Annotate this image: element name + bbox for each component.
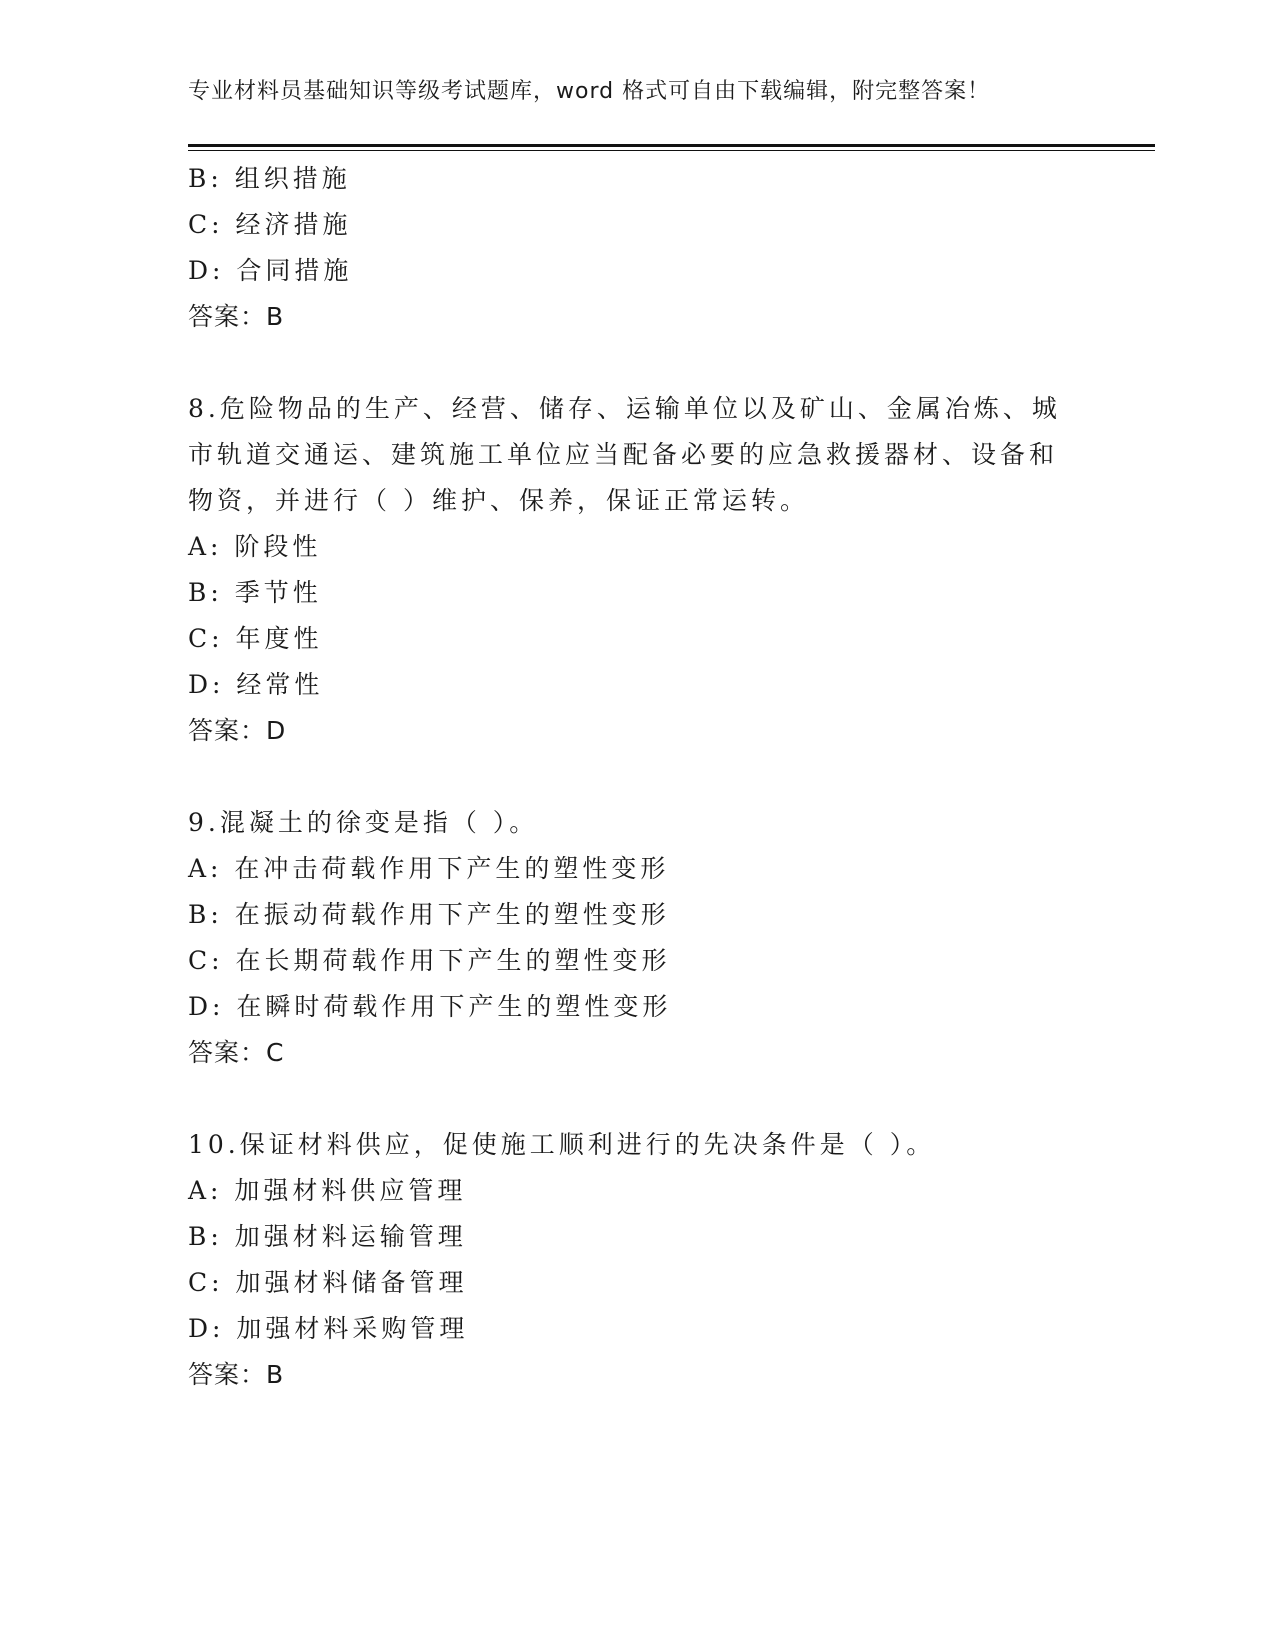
question-text-line: 8.危险物品的生产、经营、储存、运输单位以及矿山、金属冶炼、城: [188, 394, 1061, 423]
option-d: D: 在瞬时荷载作用下产生的塑性变形: [188, 992, 672, 1021]
answer: 答案：B: [188, 302, 285, 331]
option-c: C: 加强材料储备管理: [188, 1268, 468, 1297]
question-text-line: 市轨道交通运、建筑施工单位应当配备必要的应急救援器材、设备和: [188, 440, 1059, 469]
question-list: [188, 156, 1088, 1398]
option-a: A: 在冲击荷载作用下产生的塑性变形: [188, 854, 670, 883]
question-text-line: 物资，并进行（ ）维护、保养，保证正常运转。: [188, 486, 809, 515]
option-c: C: 经济措施: [188, 210, 352, 239]
option-b: B: 在振动荷载作用下产生的塑性变形: [188, 900, 670, 929]
answer: 答案：C: [188, 1038, 285, 1067]
option-d: D: 合同措施: [188, 256, 353, 285]
option-d: D: 加强材料采购管理: [188, 1314, 469, 1343]
option-b: B: 季节性: [188, 578, 322, 607]
page-header: 专业材料员基础知识等级考试题库，word 格式可自由下载编辑，附完整答案！: [188, 79, 991, 104]
header-rule-thick: [188, 144, 1155, 147]
question-7: [188, 156, 1088, 340]
question-text-line: 9.混凝土的徐变是指（ ）。: [188, 808, 539, 837]
spacer: [188, 340, 1088, 386]
question-8: [188, 386, 1088, 754]
header-rule-thin: [188, 150, 1155, 151]
question-9: [188, 800, 1088, 1076]
spacer: [188, 1076, 1088, 1122]
answer: 答案：B: [188, 1360, 285, 1389]
option-c: C: 在长期荷载作用下产生的塑性变形: [188, 946, 671, 975]
option-b: B: 组织措施: [188, 164, 351, 193]
option-c: C: 年度性: [188, 624, 323, 653]
option-b: B: 加强材料运输管理: [188, 1222, 467, 1251]
question-10: [188, 1122, 1088, 1398]
spacer: [188, 754, 1088, 800]
question-text-line: 10.保证材料供应，促使施工顺利进行的先决条件是（ ）。: [188, 1130, 936, 1159]
answer: 答案：D: [188, 716, 287, 745]
option-a: A: 阶段性: [188, 532, 322, 561]
option-d: D: 经常性: [188, 670, 324, 699]
option-a: A: 加强材料供应管理: [188, 1176, 467, 1205]
